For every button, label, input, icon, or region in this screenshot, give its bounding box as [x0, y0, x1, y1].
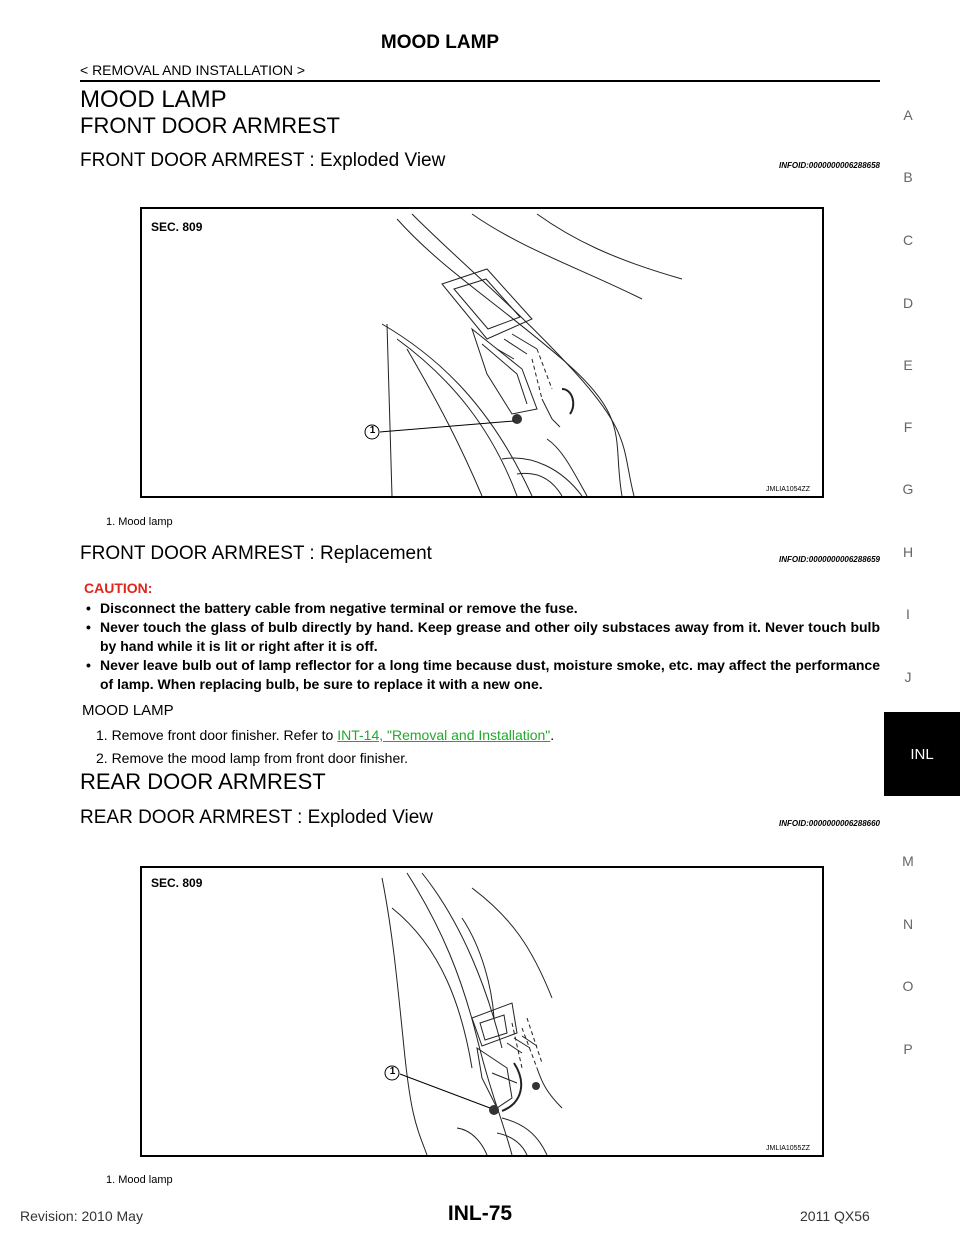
- rear-door-illustration: [142, 868, 822, 1155]
- caution-list: [86, 599, 880, 694]
- rear-exploded-title: REAR DOOR ARMREST : Exploded View: [80, 807, 434, 828]
- figure-code: JMLIA1054ZZ: [766, 486, 810, 493]
- front-section-title: FRONT DOOR ARMREST: [80, 113, 340, 138]
- side-index-o[interactable]: O: [902, 978, 914, 994]
- side-index-active-tab[interactable]: INL: [884, 712, 960, 796]
- front-legend: 1. Mood lamp: [106, 516, 173, 528]
- side-index-h[interactable]: H: [902, 544, 914, 560]
- step-1-text: 1. Remove front door finisher. Refer to: [96, 727, 338, 743]
- side-index-e[interactable]: E: [903, 357, 913, 373]
- breadcrumb: < REMOVAL AND INSTALLATION >: [80, 62, 306, 78]
- main-title: MOOD LAMP: [80, 86, 227, 113]
- side-index-m[interactable]: M: [902, 853, 914, 869]
- footer-revision: Revision: 2010 May: [20, 1208, 143, 1224]
- front-door-illustration: [142, 209, 822, 496]
- figure-code: JMLIA1055ZZ: [766, 1145, 810, 1152]
- side-index-i[interactable]: I: [906, 606, 910, 622]
- callout-number: 1: [369, 425, 376, 436]
- rear-section-title: REAR DOOR ARMREST: [80, 769, 326, 794]
- callout-number: 1: [389, 1066, 396, 1077]
- side-index-g[interactable]: G: [902, 481, 914, 497]
- caution-item: • Disconnect the battery cable from negative terminal or remove the fuse.: [86, 599, 880, 618]
- side-index-b[interactable]: B: [903, 169, 913, 185]
- caution-label: CAUTION:: [84, 580, 153, 596]
- figure-sec-label: SEC. 809: [151, 876, 203, 890]
- front-replacement-infoid: INFOID:0000000006288659: [779, 555, 880, 564]
- footer-model: 2011 QX56: [800, 1208, 870, 1224]
- rear-legend: 1. Mood lamp: [106, 1174, 173, 1186]
- mood-lamp-subheading: MOOD LAMP: [82, 702, 174, 719]
- step-1: [96, 727, 554, 743]
- header-rule: [80, 80, 880, 82]
- front-exploded-title: FRONT DOOR ARMREST : Exploded View: [80, 150, 446, 171]
- front-replacement-title: FRONT DOOR ARMREST : Replacement: [80, 543, 432, 564]
- side-index-p[interactable]: P: [903, 1041, 913, 1057]
- footer-page-number: INL-75: [447, 1202, 513, 1225]
- side-index-n[interactable]: N: [902, 916, 914, 932]
- front-exploded-figure: [140, 207, 824, 498]
- side-index-j[interactable]: J: [904, 669, 912, 685]
- figure-sec-label: SEC. 809: [151, 220, 203, 234]
- removal-installation-link[interactable]: INT-14, "Removal and Installation": [337, 727, 551, 743]
- side-index-d[interactable]: D: [902, 295, 914, 311]
- side-index-f[interactable]: F: [903, 419, 913, 435]
- page-title: MOOD LAMP: [380, 32, 500, 53]
- side-index-c[interactable]: C: [902, 232, 914, 248]
- rear-exploded-figure: [140, 866, 824, 1157]
- step-2: 2. Remove the mood lamp from front door finisher.: [96, 750, 409, 766]
- step-1-suffix: .: [550, 727, 555, 743]
- rear-exploded-infoid: INFOID:0000000006288660: [779, 819, 880, 828]
- caution-item: • Never leave bulb out of lamp reflector for a long time because dust, moisture smoke, etc. may affect the performance of lamp. When replacing bulb, be sure to replace it with a new one.: [86, 656, 880, 694]
- caution-item: • Never touch the glass of bulb directly by hand. Keep grease and other oily substaces away from it. Never touch bulb by hand while it is lit or right after it is off.: [86, 618, 880, 656]
- side-index-a[interactable]: A: [903, 107, 913, 123]
- front-exploded-infoid: INFOID:0000000006288658: [779, 161, 880, 170]
